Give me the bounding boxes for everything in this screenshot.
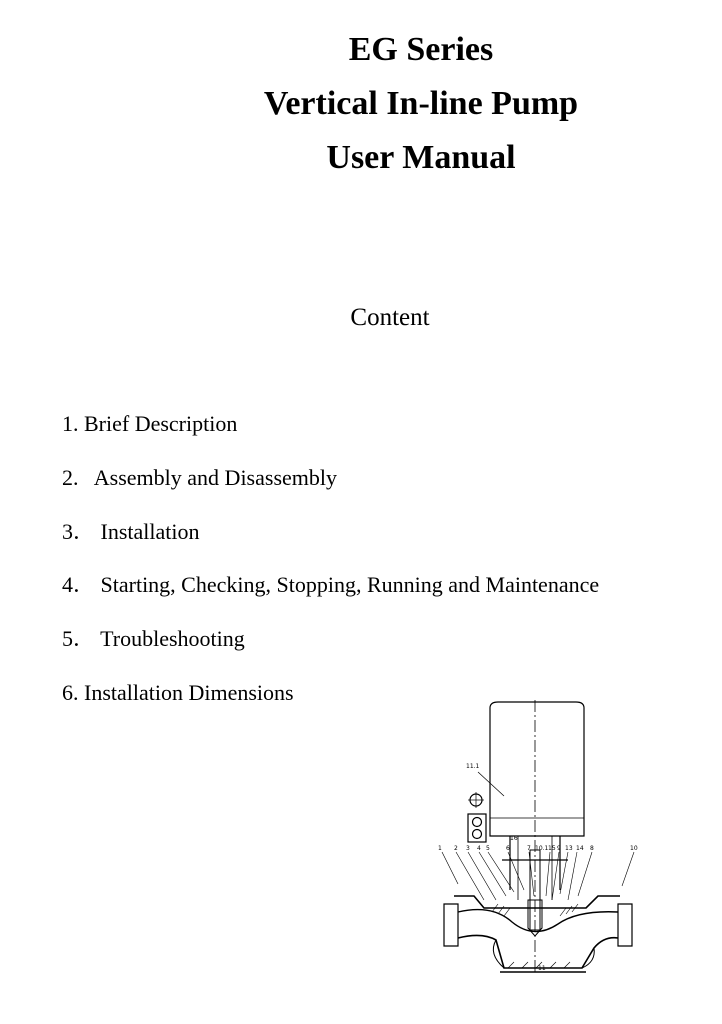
toc-item	[62, 410, 237, 438]
top-part-label: 16	[510, 835, 518, 842]
outlet-label: 10	[630, 845, 638, 852]
toc-item-number: 2.	[62, 465, 79, 490]
toc-item-number: 5．	[62, 626, 96, 651]
document-title-line-2: Vertical In-line Pump	[263, 85, 579, 122]
toc-item-label: Installation Dimensions	[78, 680, 294, 705]
pump-casing	[454, 896, 620, 908]
part-label: 2	[454, 845, 458, 852]
part-label: 14	[576, 845, 584, 852]
part-label: 13	[565, 845, 573, 852]
toc-item-label: Assembly and Disassembly	[78, 465, 337, 490]
toc-item-number: 1.	[62, 411, 79, 436]
motor-label: 11.1	[466, 763, 480, 770]
part-label: 15	[548, 845, 556, 852]
part-label: 9	[557, 845, 561, 852]
toc-item-label: Brief Description	[78, 411, 238, 436]
base-label: 11	[538, 965, 546, 972]
part-label: 3	[466, 845, 470, 852]
part-label: 1	[438, 845, 442, 852]
toc-item	[62, 571, 599, 599]
toc-item	[62, 464, 337, 492]
toc-item-label: Installation	[95, 519, 200, 544]
part-label: 8	[590, 845, 594, 852]
toc-item-number: 6.	[62, 680, 79, 705]
part-label: 6	[506, 845, 510, 852]
gauge-box	[468, 814, 486, 842]
toc-item-label: Starting, Checking, Stopping, Running and Maintenance	[95, 572, 600, 597]
part-label: 4	[477, 845, 481, 852]
toc-item-label: Troubleshooting	[95, 626, 245, 651]
toc-item-number: 3．	[62, 519, 96, 544]
document-title-line-3: User Manual	[326, 139, 516, 176]
document-title-line-1: EG Series	[348, 31, 494, 68]
toc-item	[62, 679, 294, 707]
toc-item	[62, 625, 245, 653]
part-label: 10.1	[535, 845, 549, 852]
part-label: 7	[527, 845, 531, 852]
toc-item-number: 4．	[62, 572, 96, 597]
part-label: 5	[486, 845, 490, 852]
motor-housing	[490, 702, 584, 836]
pump-cross-section-drawing	[432, 700, 642, 985]
content-heading: Content	[350, 304, 430, 331]
toc-item	[62, 518, 200, 546]
